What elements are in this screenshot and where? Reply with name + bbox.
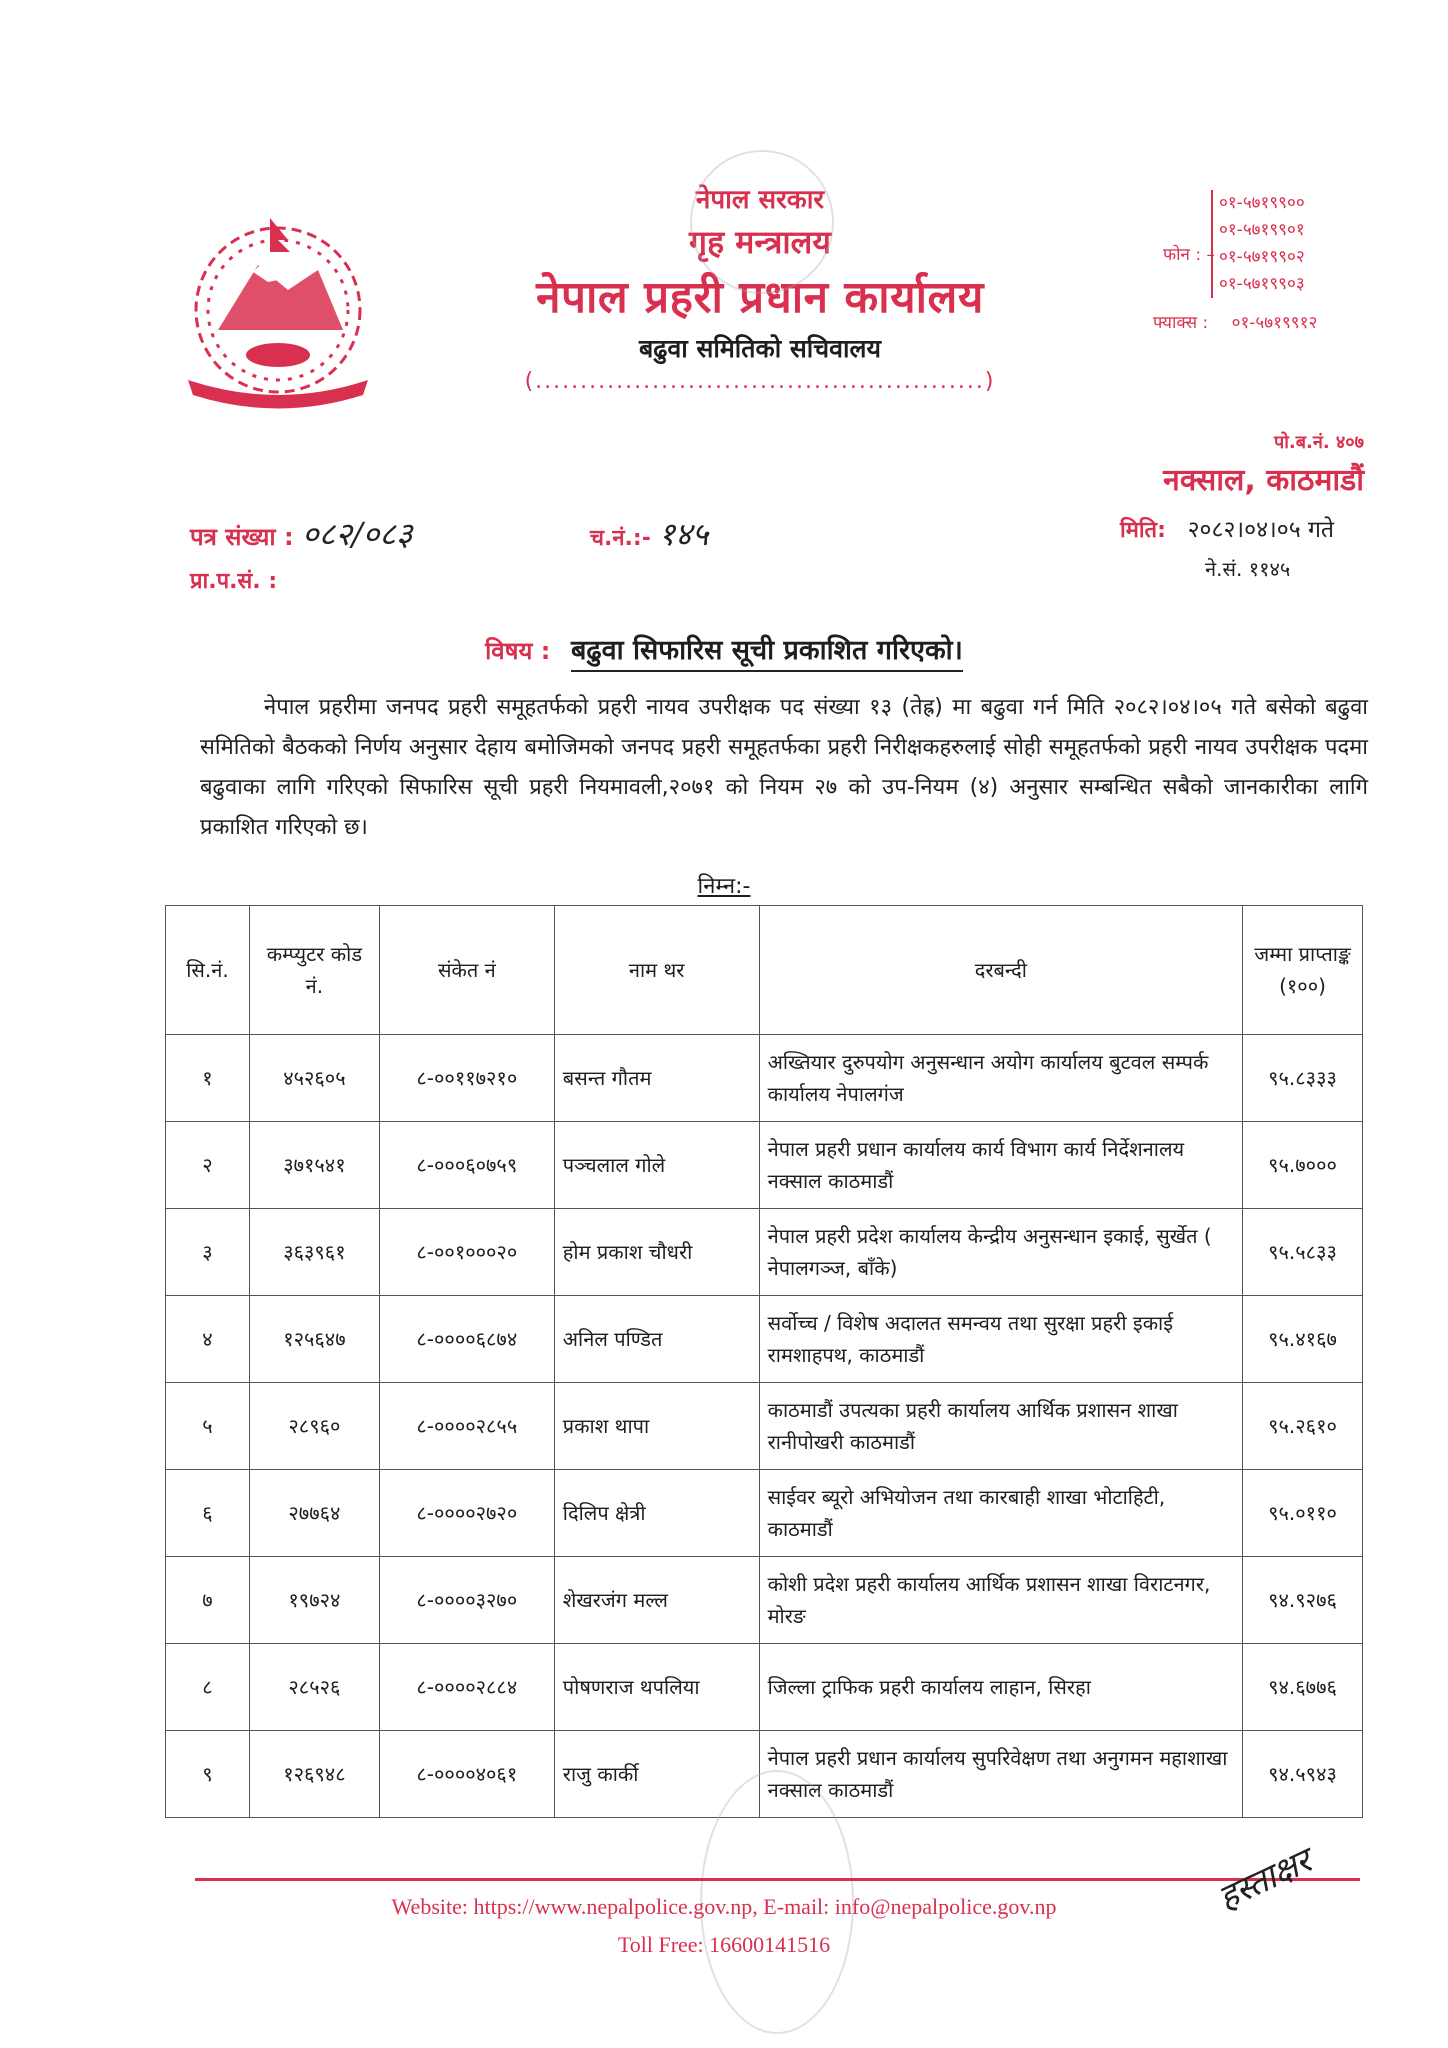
footer-website-email: Website: https://www.nepalpolice.gov.np, E-mail: info@nepalpolice.gov.np — [391, 1894, 1057, 1919]
cell-symbol-no: ८-००१०००२० — [379, 1209, 554, 1296]
col-header-symbol-no: संकेत नं — [379, 906, 554, 1035]
address: नक्साल, काठमाडौं — [1163, 463, 1364, 498]
cell-sn: २ — [166, 1122, 250, 1209]
phone-label: फोन : – — [1163, 245, 1215, 265]
promotion-table — [165, 905, 1363, 1818]
cell-sn: ६ — [166, 1470, 250, 1557]
cell-symbol-no: ८-००००६८७४ — [379, 1296, 554, 1383]
body-paragraph: नेपाल प्रहरीमा जनपद प्रहरी समूहतर्फको प्रहरी नायव उपरीक्षक पद संख्या १३ (तेह्र) मा बढुवा गर्न मिति २०८२।०४।०५ गते बसेको बढुवा समितिको बैठकको निर्णय अनुसार देहाय बमोजिमको जनपद प्रहरी समूहतर्फका प्रहरी निरीक्षकहरुलाई सोही समूहतर्फको प्रहरी नायव उपरीक्षक पदमा बढुवाका लागि गरिएको सिफारिस सूची प्रहरी नियमावली,२०७१ को नियम २७ को उप-नियम (४) अनुसार सम्बन्धित सबैको जानकारीका लागि प्रकाशित गरिएको छ। — [200, 695, 1368, 840]
cell-computer-code: २८९६० — [249, 1383, 379, 1470]
cell-score: ९५.२६१० — [1243, 1383, 1363, 1470]
cell-name: बसन्त गौतम — [554, 1035, 759, 1122]
cell-computer-code: २७७६४ — [249, 1470, 379, 1557]
col-header-name: नाम थर — [554, 906, 759, 1035]
table-header-row — [166, 906, 1363, 1035]
cell-score: ९४.९२७६ — [1243, 1557, 1363, 1644]
footer-divider — [195, 1878, 1360, 1881]
cell-symbol-no: ८-००००४०६१ — [379, 1731, 554, 1818]
col-header-total-score: जम्मा प्राप्ताङ्क (१००) — [1243, 906, 1363, 1035]
table-row — [166, 1644, 1363, 1731]
ministry-name: गृह मन्त्रालय — [689, 223, 831, 261]
subject-label: विषय : — [485, 637, 551, 665]
cell-symbol-no: ८-००००२८५५ — [379, 1383, 554, 1470]
cell-posting: कोशी प्रदेश प्रहरी कार्यालय आर्थिक प्रशासन शाखा विराटनगर, मोरङ — [759, 1557, 1242, 1644]
phone-number: ०१-५७१९९०० — [1219, 193, 1305, 213]
fax-number: ०१-५७१९९१२ — [1231, 313, 1318, 333]
cell-name: प्रकाश थापा — [554, 1383, 759, 1470]
cell-sn: ४ — [166, 1296, 250, 1383]
cell-posting: नेपाल प्रहरी प्रधान कार्यालय कार्य विभाग कार्य निर्देशनालय नक्साल काठमाडौं — [759, 1122, 1242, 1209]
nepal-sambat: ने.सं. ११४५ — [1205, 557, 1291, 581]
subject-text: बढुवा सिफारिस सूची प्रकाशित गरिएको। — [571, 635, 963, 672]
cell-posting: नेपाल प्रहरी प्रधान कार्यालय सुपरिवेक्षण तथा अनुगमन महाशाखा नक्साल काठमाडौं — [759, 1731, 1242, 1818]
placeholder-line: (..................................................) — [524, 369, 996, 394]
letter-number: ०८२/०८३ — [301, 515, 413, 553]
cell-score: ९५.७००० — [1243, 1122, 1363, 1209]
date-row — [1120, 512, 1334, 544]
cell-symbol-no: ८-००००३२७० — [379, 1557, 554, 1644]
table-row — [166, 1209, 1363, 1296]
cell-name: शेखरजंग मल्ल — [554, 1557, 759, 1644]
fax-row — [1153, 310, 1317, 333]
contact-block — [1115, 190, 1375, 350]
cell-posting: जिल्ला ट्राफिक प्रहरी कार्यालय लाहान, सिरहा — [759, 1644, 1242, 1731]
secretariat-name: बढुवा समितिको सचिवालय — [639, 334, 881, 363]
cell-sn: ५ — [166, 1383, 250, 1470]
phone-number: ०१-५७१९९०२ — [1219, 247, 1305, 267]
cell-computer-code: १२५६४७ — [249, 1296, 379, 1383]
table-row — [166, 1035, 1363, 1122]
cell-score: ९४.६७७६ — [1243, 1644, 1363, 1731]
cell-posting: साईवर ब्यूरो अभियोजन तथा कारबाही शाखा भोटाहिटी, काठमाडौं — [759, 1470, 1242, 1557]
table-row — [166, 1557, 1363, 1644]
signature: हस्ताक्षर — [1211, 1841, 1318, 1919]
cell-computer-code: ३७१५४१ — [249, 1122, 379, 1209]
table-row — [166, 1383, 1363, 1470]
date-value: २०८२।०४।०५ गते — [1187, 517, 1335, 543]
phone-list — [1211, 190, 1305, 298]
office-name: नेपाल प्रहरी प्रधान कार्यालय — [536, 272, 984, 323]
seal-stamp-icon — [690, 150, 834, 294]
cell-sn: ८ — [166, 1644, 250, 1731]
cell-sn: १ — [166, 1035, 250, 1122]
cell-name: अनिल पण्डित — [554, 1296, 759, 1383]
subject-line — [0, 630, 1448, 667]
prapas-label: प्रा.प.सं. : — [190, 569, 278, 594]
col-header-sn: सि.नं. — [166, 906, 250, 1035]
cell-score: ९५.८३३३ — [1243, 1035, 1363, 1122]
cell-score: ९४.५९४३ — [1243, 1731, 1363, 1818]
cell-score: ९५.०११० — [1243, 1470, 1363, 1557]
letter-number-row — [190, 512, 413, 555]
phone-number: ०१-५७१९९०१ — [1219, 220, 1305, 240]
cell-name: राजु कार्की — [554, 1731, 759, 1818]
table-row — [166, 1122, 1363, 1209]
po-box: पो.ब.नं. ४०७ — [1273, 432, 1364, 453]
fax-label: फ्याक्स : — [1153, 313, 1209, 333]
cell-sn: ७ — [166, 1557, 250, 1644]
cell-computer-code: १२६९४८ — [249, 1731, 379, 1818]
cell-sn: ३ — [166, 1209, 250, 1296]
cell-computer-code: ४५२६०५ — [249, 1035, 379, 1122]
table-row — [166, 1470, 1363, 1557]
dispatch-number-row — [590, 512, 708, 555]
cell-posting: सर्वोच्च / विशेष अदालत समन्वय तथा सुरक्षा प्रहरी इकाई रामशाहपथ, काठमाडौं — [759, 1296, 1242, 1383]
cell-computer-code: १९७२४ — [249, 1557, 379, 1644]
cell-name: होम प्रकाश चौधरी — [554, 1209, 759, 1296]
cell-computer-code: ३६३९६१ — [249, 1209, 379, 1296]
cell-symbol-no: ८-००११७२१० — [379, 1035, 554, 1122]
government-name: नेपाल सरकार — [695, 185, 825, 215]
col-header-posting: दरबन्दी — [759, 906, 1242, 1035]
cell-score: ९५.४१६७ — [1243, 1296, 1363, 1383]
cell-name: दिलिप क्षेत्री — [554, 1470, 759, 1557]
cell-sn: ९ — [166, 1731, 250, 1818]
cell-symbol-no: ८-००००२८८४ — [379, 1644, 554, 1731]
table-heading: निम्न:- — [697, 874, 751, 899]
nepal-emblem-icon — [178, 210, 378, 420]
dispatch-label: च.नं.:- — [590, 526, 651, 551]
footer-toll-free: Toll Free: 16600141516 — [617, 1932, 831, 1957]
cell-name: पञ्चलाल गोले — [554, 1122, 759, 1209]
phone-number: ०१-५७१९९०३ — [1219, 274, 1305, 294]
cell-computer-code: २८५२६ — [249, 1644, 379, 1731]
cell-posting: अख्तियार दुरुपयोग अनुसन्धान अयोग कार्यालय बुटवल सम्पर्क कार्यालय नेपालगंज — [759, 1035, 1242, 1122]
cell-name: पोषणराज थपलिया — [554, 1644, 759, 1731]
cell-score: ९५.५८३३ — [1243, 1209, 1363, 1296]
cell-posting: नेपाल प्रहरी प्रदेश कार्यालय केन्द्रीय अनुसन्धान इकाई, सुर्खेत ( नेपालगञ्ज, बाँके) — [759, 1209, 1242, 1296]
col-header-computer-code: कम्प्युटर कोड नं. — [249, 906, 379, 1035]
cell-symbol-no: ८-०००६०७५९ — [379, 1122, 554, 1209]
dispatch-number: १४५ — [658, 515, 709, 553]
table-row — [166, 1296, 1363, 1383]
cell-symbol-no: ८-००००२७२० — [379, 1470, 554, 1557]
letter-number-label: पत्र संख्या : — [190, 523, 294, 551]
date-label: मिति: — [1120, 518, 1166, 543]
cell-posting: काठमाडौं उपत्यका प्रहरी कार्यालय आर्थिक प्रशासन शाखा रानीपोखरी काठमाडौं — [759, 1383, 1242, 1470]
